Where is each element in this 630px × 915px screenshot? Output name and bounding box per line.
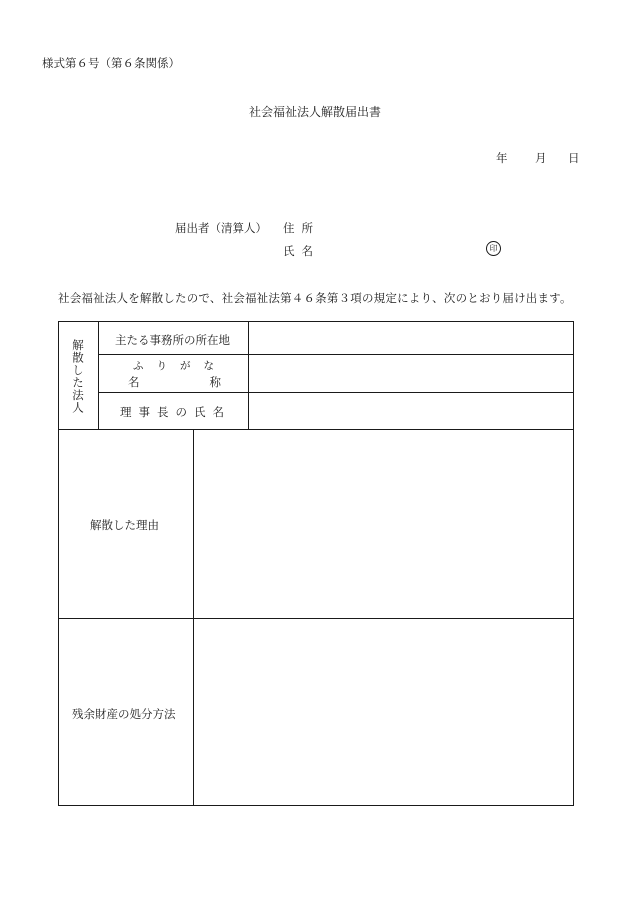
table-divider [98, 354, 574, 355]
document-title: 社会福祉法人解散届出書 [248, 105, 381, 119]
date-day-label: 日 [568, 151, 580, 165]
table-divider [58, 618, 574, 619]
corp-name-label [128, 374, 291, 390]
form-number: 様式第６号（第６条関係） [42, 56, 180, 70]
form-table [58, 321, 574, 806]
residual-assets-label: 残余財産の処分方法 [72, 707, 176, 721]
address-label: 住所 [283, 221, 320, 235]
name-label: 氏名 [283, 244, 320, 258]
table-divider [98, 392, 574, 393]
dissolution-reason-label: 解散した理由 [90, 518, 159, 532]
seal-mark: 印 [486, 241, 501, 256]
table-divider [98, 322, 99, 430]
dissolved-corp-label: 解散した法人 [71, 338, 85, 414]
corp-name-text: 名称 [128, 375, 291, 389]
table-divider [58, 429, 574, 430]
date-month-label: 月 [535, 151, 547, 165]
chairman-name-label: 理事長の氏名 [120, 405, 231, 419]
statement-text: 社会福祉法人を解散したので、社会福祉法第４６条第３項の規定により、次のとおり届け出ます。 [58, 291, 572, 305]
applicant-label: 届出者（清算人） [175, 221, 267, 235]
office-location-label: 主たる事務所の所在地 [115, 333, 230, 347]
date-year-label: 年 [496, 151, 508, 165]
furigana-label: ふりがな [133, 360, 227, 372]
